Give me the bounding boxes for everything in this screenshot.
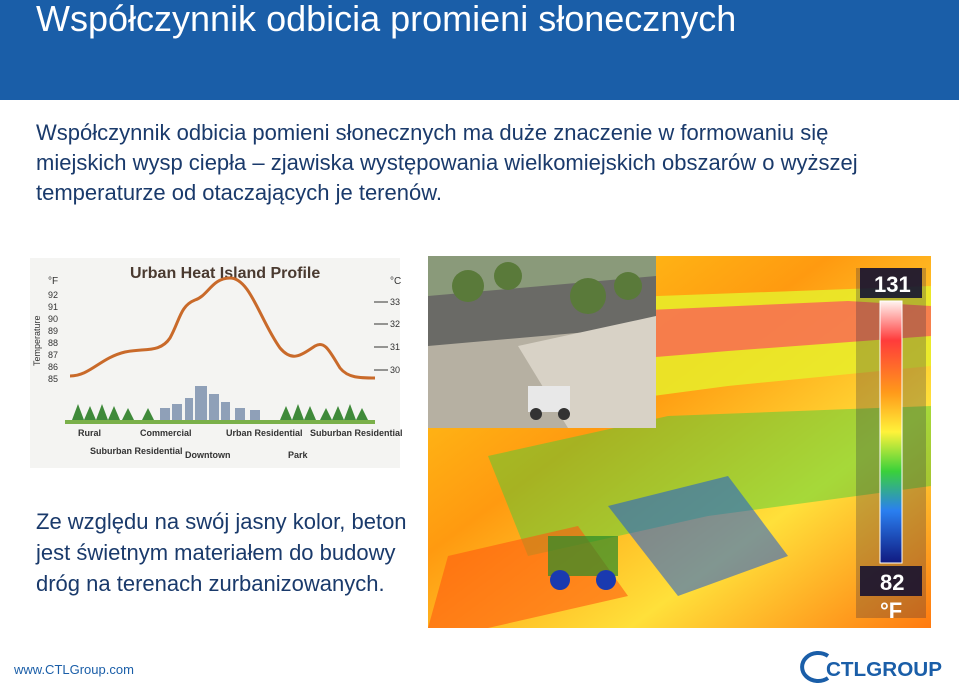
page-title: Współczynnik odbicia promieni słonecznych [36, 0, 737, 39]
temperature-scale-bar [880, 301, 902, 563]
f-tick-85: 85 [48, 374, 59, 384]
zone-suburban-residential-right: Suburban Residential [310, 428, 403, 438]
unit-f-label: °F [48, 276, 59, 287]
f-tick-89: 89 [48, 326, 59, 336]
f-tick-88: 88 [48, 338, 59, 348]
c-tick-30: 30 [390, 365, 401, 375]
scale-unit-label: °F [880, 598, 903, 623]
footer-url[interactable]: www.CTLGroup.com [14, 662, 134, 677]
f-tick-90: 90 [48, 314, 59, 324]
f-tick-86: 86 [48, 362, 59, 372]
title-bar [0, 0, 959, 100]
concrete-note: Ze względu na swój jasny kolor, beton jest świetnym materiałem do budowy dróg na terenach zurbanizowanych. [36, 509, 407, 596]
f-tick-87: 87 [48, 350, 59, 360]
zone-commercial: Commercial [140, 428, 192, 438]
f-tick-91: 91 [48, 302, 59, 312]
unit-c-label: °C [390, 276, 402, 287]
zone-urban-residential: Urban Residential [226, 428, 303, 438]
thermal-photo [428, 256, 931, 628]
heat-island-profile [30, 258, 403, 468]
zone-suburban-residential-left: Suburban Residential [90, 446, 183, 456]
c-tick-31: 31 [390, 342, 401, 352]
scale-min-label: 82 [880, 570, 905, 595]
c-tick-32: 32 [390, 319, 401, 329]
zone-downtown: Downtown [185, 450, 231, 460]
zone-rural: Rural [78, 428, 102, 438]
profile-title: Urban Heat Island Profile [130, 265, 321, 282]
zone-park: Park [288, 450, 308, 460]
c-tick-33: 33 [390, 297, 401, 307]
scale-max-label: 131 [874, 272, 911, 297]
temperature-axis-label: Temperature [32, 315, 42, 366]
ctl-group-logo [820, 650, 945, 684]
logo-text: CTLGROUP [826, 659, 942, 681]
intro-paragraph: Współczynnik odbicia pomieni słonecznych ma duże znaczenie w formowaniu się miejskich wysp ciepła – zjawiska występowania wielkomiejskich obszarów o wyższej temperaturze od otaczających je terenów. [36, 120, 858, 205]
f-tick-92: 92 [48, 290, 59, 300]
